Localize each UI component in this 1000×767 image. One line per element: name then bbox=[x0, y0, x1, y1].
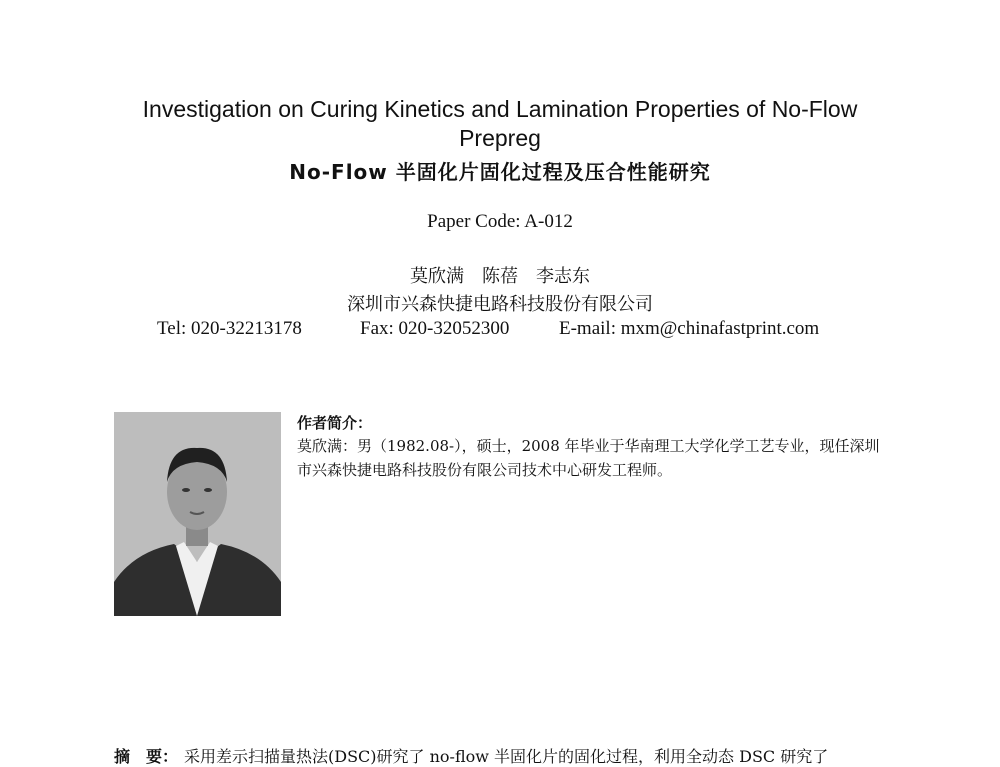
paper-title-en: Investigation on Curing Kinetics and Lamination Properties of No-Flow Prepreg bbox=[142, 96, 858, 151]
author-photo bbox=[114, 412, 281, 616]
bio-heading: 作者简介： bbox=[297, 414, 373, 432]
abstract bbox=[114, 744, 894, 767]
author-names: 莫欣满 陈蓓 李志东 bbox=[410, 266, 590, 287]
author-portrait-icon bbox=[114, 412, 281, 616]
bio-text: 莫欣满：男（1982.08-），硕士，2008 年毕业于华南理工大学化学工艺专业，现任深圳市兴森快捷电路科技股份有限公司技术中心研发工程师。 bbox=[297, 437, 880, 479]
contact-email[interactable]: E-mail: mxm@chinafastprint.com bbox=[559, 318, 820, 339]
abstract-label: 摘 要： bbox=[114, 747, 179, 766]
affiliation: 深圳市兴森快捷电路科技股份有限公司 bbox=[347, 294, 653, 315]
paper-code: Paper Code: A-012 bbox=[427, 211, 573, 232]
contact-fax: Fax: 020-32052300 bbox=[360, 318, 510, 339]
paper-title-zh: No-Flow 半固化片固化过程及压合性能研究 bbox=[289, 160, 711, 184]
abstract-text: 采用差示扫描量热法(DSC)研究了 no-flow 半固化片的固化过程，利用全动态 DSC 研究了 bbox=[184, 747, 829, 766]
contact-tel: Tel: 020-32213178 bbox=[157, 318, 302, 339]
